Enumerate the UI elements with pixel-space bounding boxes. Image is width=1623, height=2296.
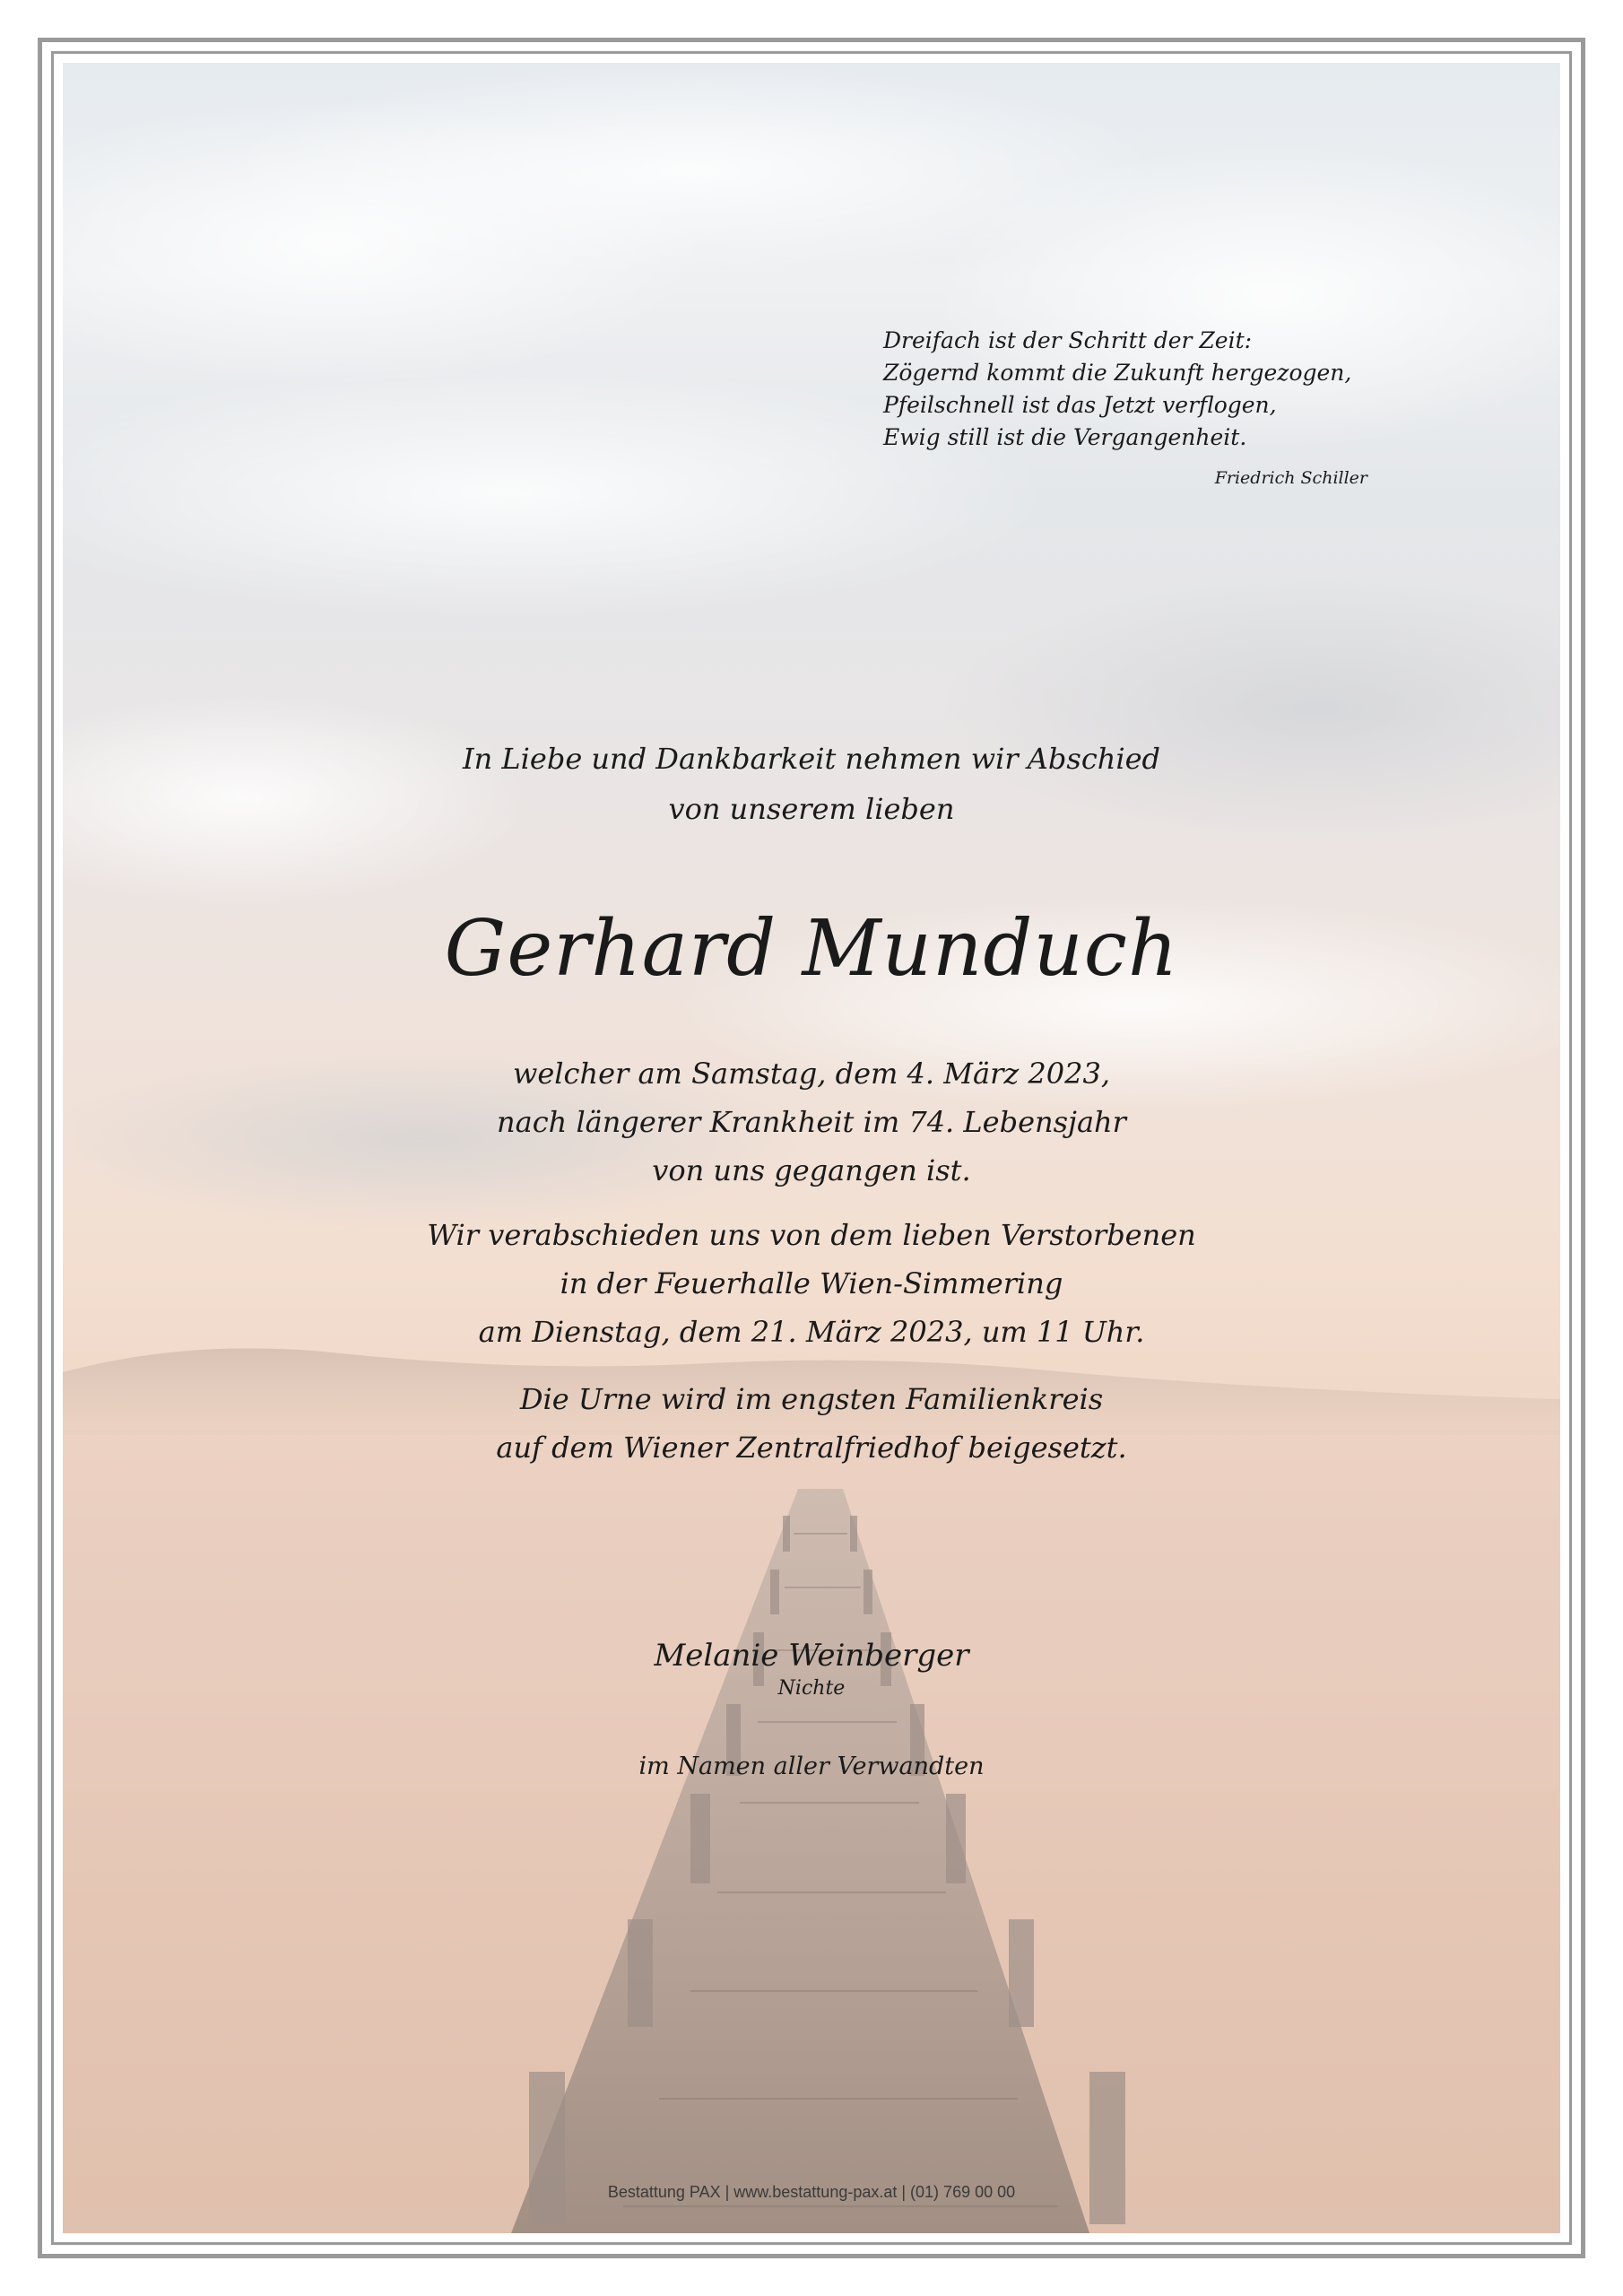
death-notice-line: nach längerer Krankheit im 74. Lebensjahr bbox=[497, 1105, 1126, 1139]
farewell-line: Wir verabschieden uns von dem lieben Verstorbenen bbox=[427, 1218, 1196, 1252]
burial-line: auf dem Wiener Zentralfriedhof beigesetzt. bbox=[496, 1431, 1127, 1465]
mourner-name: Melanie Weinberger bbox=[654, 1638, 969, 1674]
death-notice bbox=[0, 1049, 1623, 1195]
death-notice-line: von uns gegangen ist. bbox=[652, 1153, 971, 1187]
farewell-line: in der Feuerhalle Wien-Simmering bbox=[560, 1266, 1063, 1300]
death-notice-line: welcher am Samstag, dem 4. März 2023, bbox=[512, 1057, 1111, 1091]
funeral-home-footer: Bestattung PAX | www.bestattung-pax.at | (01) 769 00 00 bbox=[607, 2183, 1016, 2201]
deceased-name: Gerhard Munduch bbox=[444, 904, 1179, 994]
intro-text bbox=[0, 734, 1623, 834]
on-behalf-text: im Namen aller Verwandten bbox=[638, 1752, 985, 1780]
quote-line: Pfeilschnell ist das Jetzt verflogen, bbox=[883, 392, 1277, 418]
farewell-line: am Dienstag, dem 21. März 2023, um 11 Uhr. bbox=[478, 1315, 1145, 1349]
intro-line: von unserem lieben bbox=[668, 792, 955, 826]
quote-line: Dreifach ist der Schritt der Zeit: bbox=[883, 327, 1253, 353]
quote-line: Ewig still ist die Vergangenheit. bbox=[883, 424, 1247, 450]
burial-line: Die Urne wird im engsten Familienkreis bbox=[519, 1382, 1104, 1416]
quote-line: Zögernd kommt die Zukunft hergezogen, bbox=[883, 360, 1352, 386]
burial-notice bbox=[0, 1375, 1623, 1472]
mourner-relation: Nichte bbox=[777, 1677, 846, 1700]
schiller-quote bbox=[883, 325, 1385, 454]
intro-line: In Liebe und Dankbarkeit nehmen wir Abschied bbox=[462, 742, 1160, 776]
farewell-notice bbox=[0, 1211, 1623, 1356]
quote-author: Friedrich Schiller bbox=[1214, 468, 1367, 488]
